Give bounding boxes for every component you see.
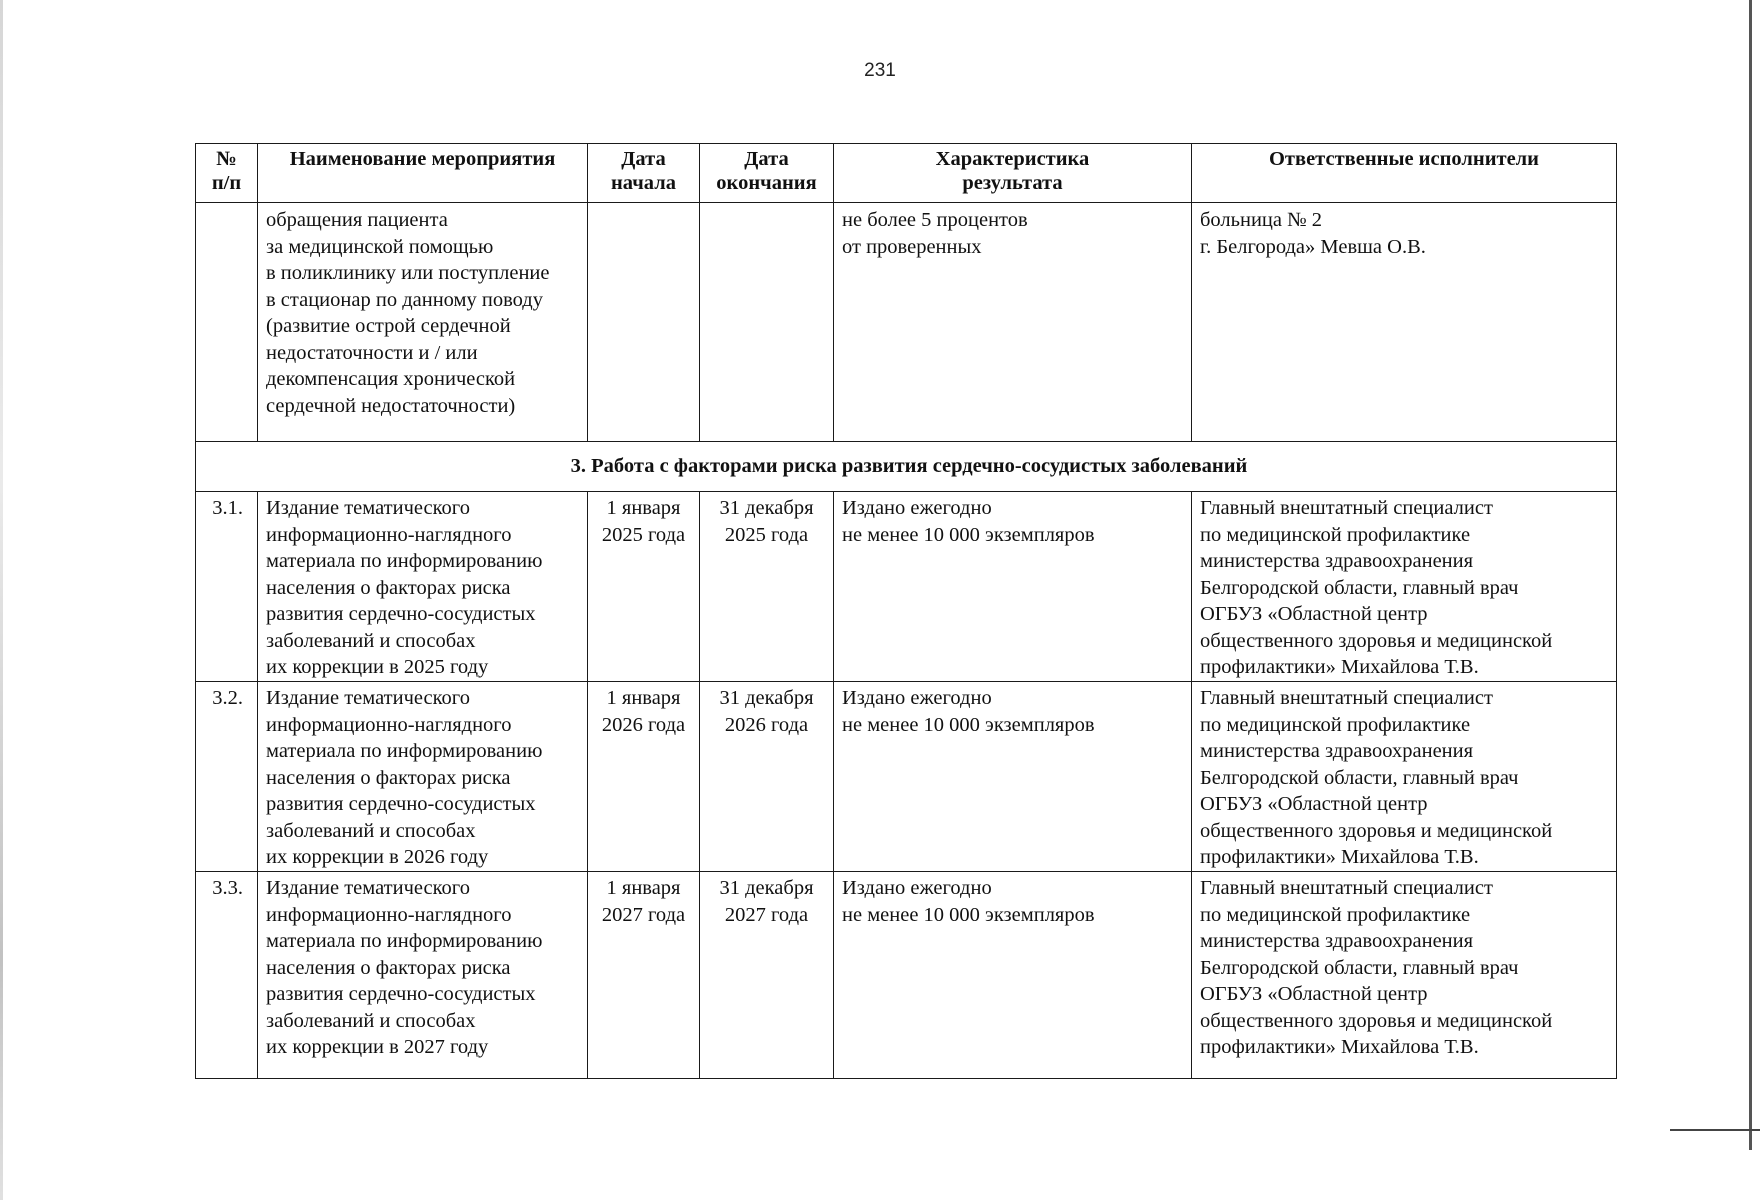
cell-result: не более 5 процентов от проверенных xyxy=(834,203,1192,442)
cell-name: Издание тематического информационно-наглядного материала по информированию населения о факторах риска развития сердечно-сосудистых заболеваний и способах их коррекции в 2026 году xyxy=(258,682,588,872)
header-num: № п/п xyxy=(196,144,258,203)
header-name: Наименование мероприятия xyxy=(258,144,588,203)
header-result: Характеристика результата xyxy=(834,144,1192,203)
cell-start: 1 января 2025 года xyxy=(588,492,700,682)
table-row xyxy=(196,682,1617,872)
cell-responsible: больница № 2 г. Белгорода» Мевша О.В. xyxy=(1192,203,1617,442)
header-responsible: Ответственные исполнители xyxy=(1192,144,1617,203)
cell-responsible: Главный внештатный специалист по медицинской профилактике министерства здравоохранения Белгородской области, главный врач ОГБУЗ «Областной центр общественного здоровья и медицинской профилактики» Михайлова Т.В. xyxy=(1192,492,1617,682)
scan-edge-left xyxy=(0,0,3,1200)
scan-edge-right xyxy=(1749,0,1752,1150)
cell-result: Издано ежегодно не менее 10 000 экземпляров xyxy=(834,682,1192,872)
cell-responsible: Главный внештатный специалист по медицинской профилактике министерства здравоохранения Белгородской области, главный врач ОГБУЗ «Областной центр общественного здоровья и медицинской профилактики» Михайлова Т.В. xyxy=(1192,872,1617,1079)
cell-result: Издано ежегодно не менее 10 000 экземпляров xyxy=(834,872,1192,1079)
cell-num xyxy=(196,203,258,442)
header-start: Дата начала xyxy=(588,144,700,203)
scan-edge-bottom xyxy=(1670,1129,1760,1131)
section-title: 3. Работа с факторами риска развития сердечно-сосудистых заболеваний xyxy=(196,442,1617,492)
cell-responsible: Главный внештатный специалист по медицинской профилактике министерства здравоохранения Белгородской области, главный врач ОГБУЗ «Областной центр общественного здоровья и медицинской профилактики» Михайлова Т.В. xyxy=(1192,682,1617,872)
cell-num: 3.1. xyxy=(196,492,258,682)
cell-end: 31 декабря 2027 года xyxy=(700,872,834,1079)
header-end: Дата окончания xyxy=(700,144,834,203)
cell-num: 3.2. xyxy=(196,682,258,872)
cell-start: 1 января 2027 года xyxy=(588,872,700,1079)
table-header-row xyxy=(196,144,1617,203)
cell-end: 31 декабря 2026 года xyxy=(700,682,834,872)
cell-num: 3.3. xyxy=(196,872,258,1079)
cell-name: Издание тематического информационно-наглядного материала по информированию населения о факторах риска развития сердечно-сосудистых заболеваний и способах их коррекции в 2025 году xyxy=(258,492,588,682)
events-table xyxy=(195,143,1617,1079)
page-number: 231 xyxy=(864,60,896,81)
cell-start xyxy=(588,203,700,442)
table-row-continuation xyxy=(196,203,1617,442)
cell-name: обращения пациента за медицинской помощью в поликлинику или поступление в стационар по данному поводу (развитие острой сердечной недостаточности и / или декомпенсация хронической сердечной недостаточности) xyxy=(258,203,588,442)
cell-end xyxy=(700,203,834,442)
cell-end: 31 декабря 2025 года xyxy=(700,492,834,682)
cell-result: Издано ежегодно не менее 10 000 экземпляров xyxy=(834,492,1192,682)
table-row xyxy=(196,872,1617,1079)
section-row xyxy=(196,442,1617,492)
table-row xyxy=(196,492,1617,682)
cell-name: Издание тематического информационно-наглядного материала по информированию населения о факторах риска развития сердечно-сосудистых заболеваний и способах их коррекции в 2027 году xyxy=(258,872,588,1079)
cell-start: 1 января 2026 года xyxy=(588,682,700,872)
